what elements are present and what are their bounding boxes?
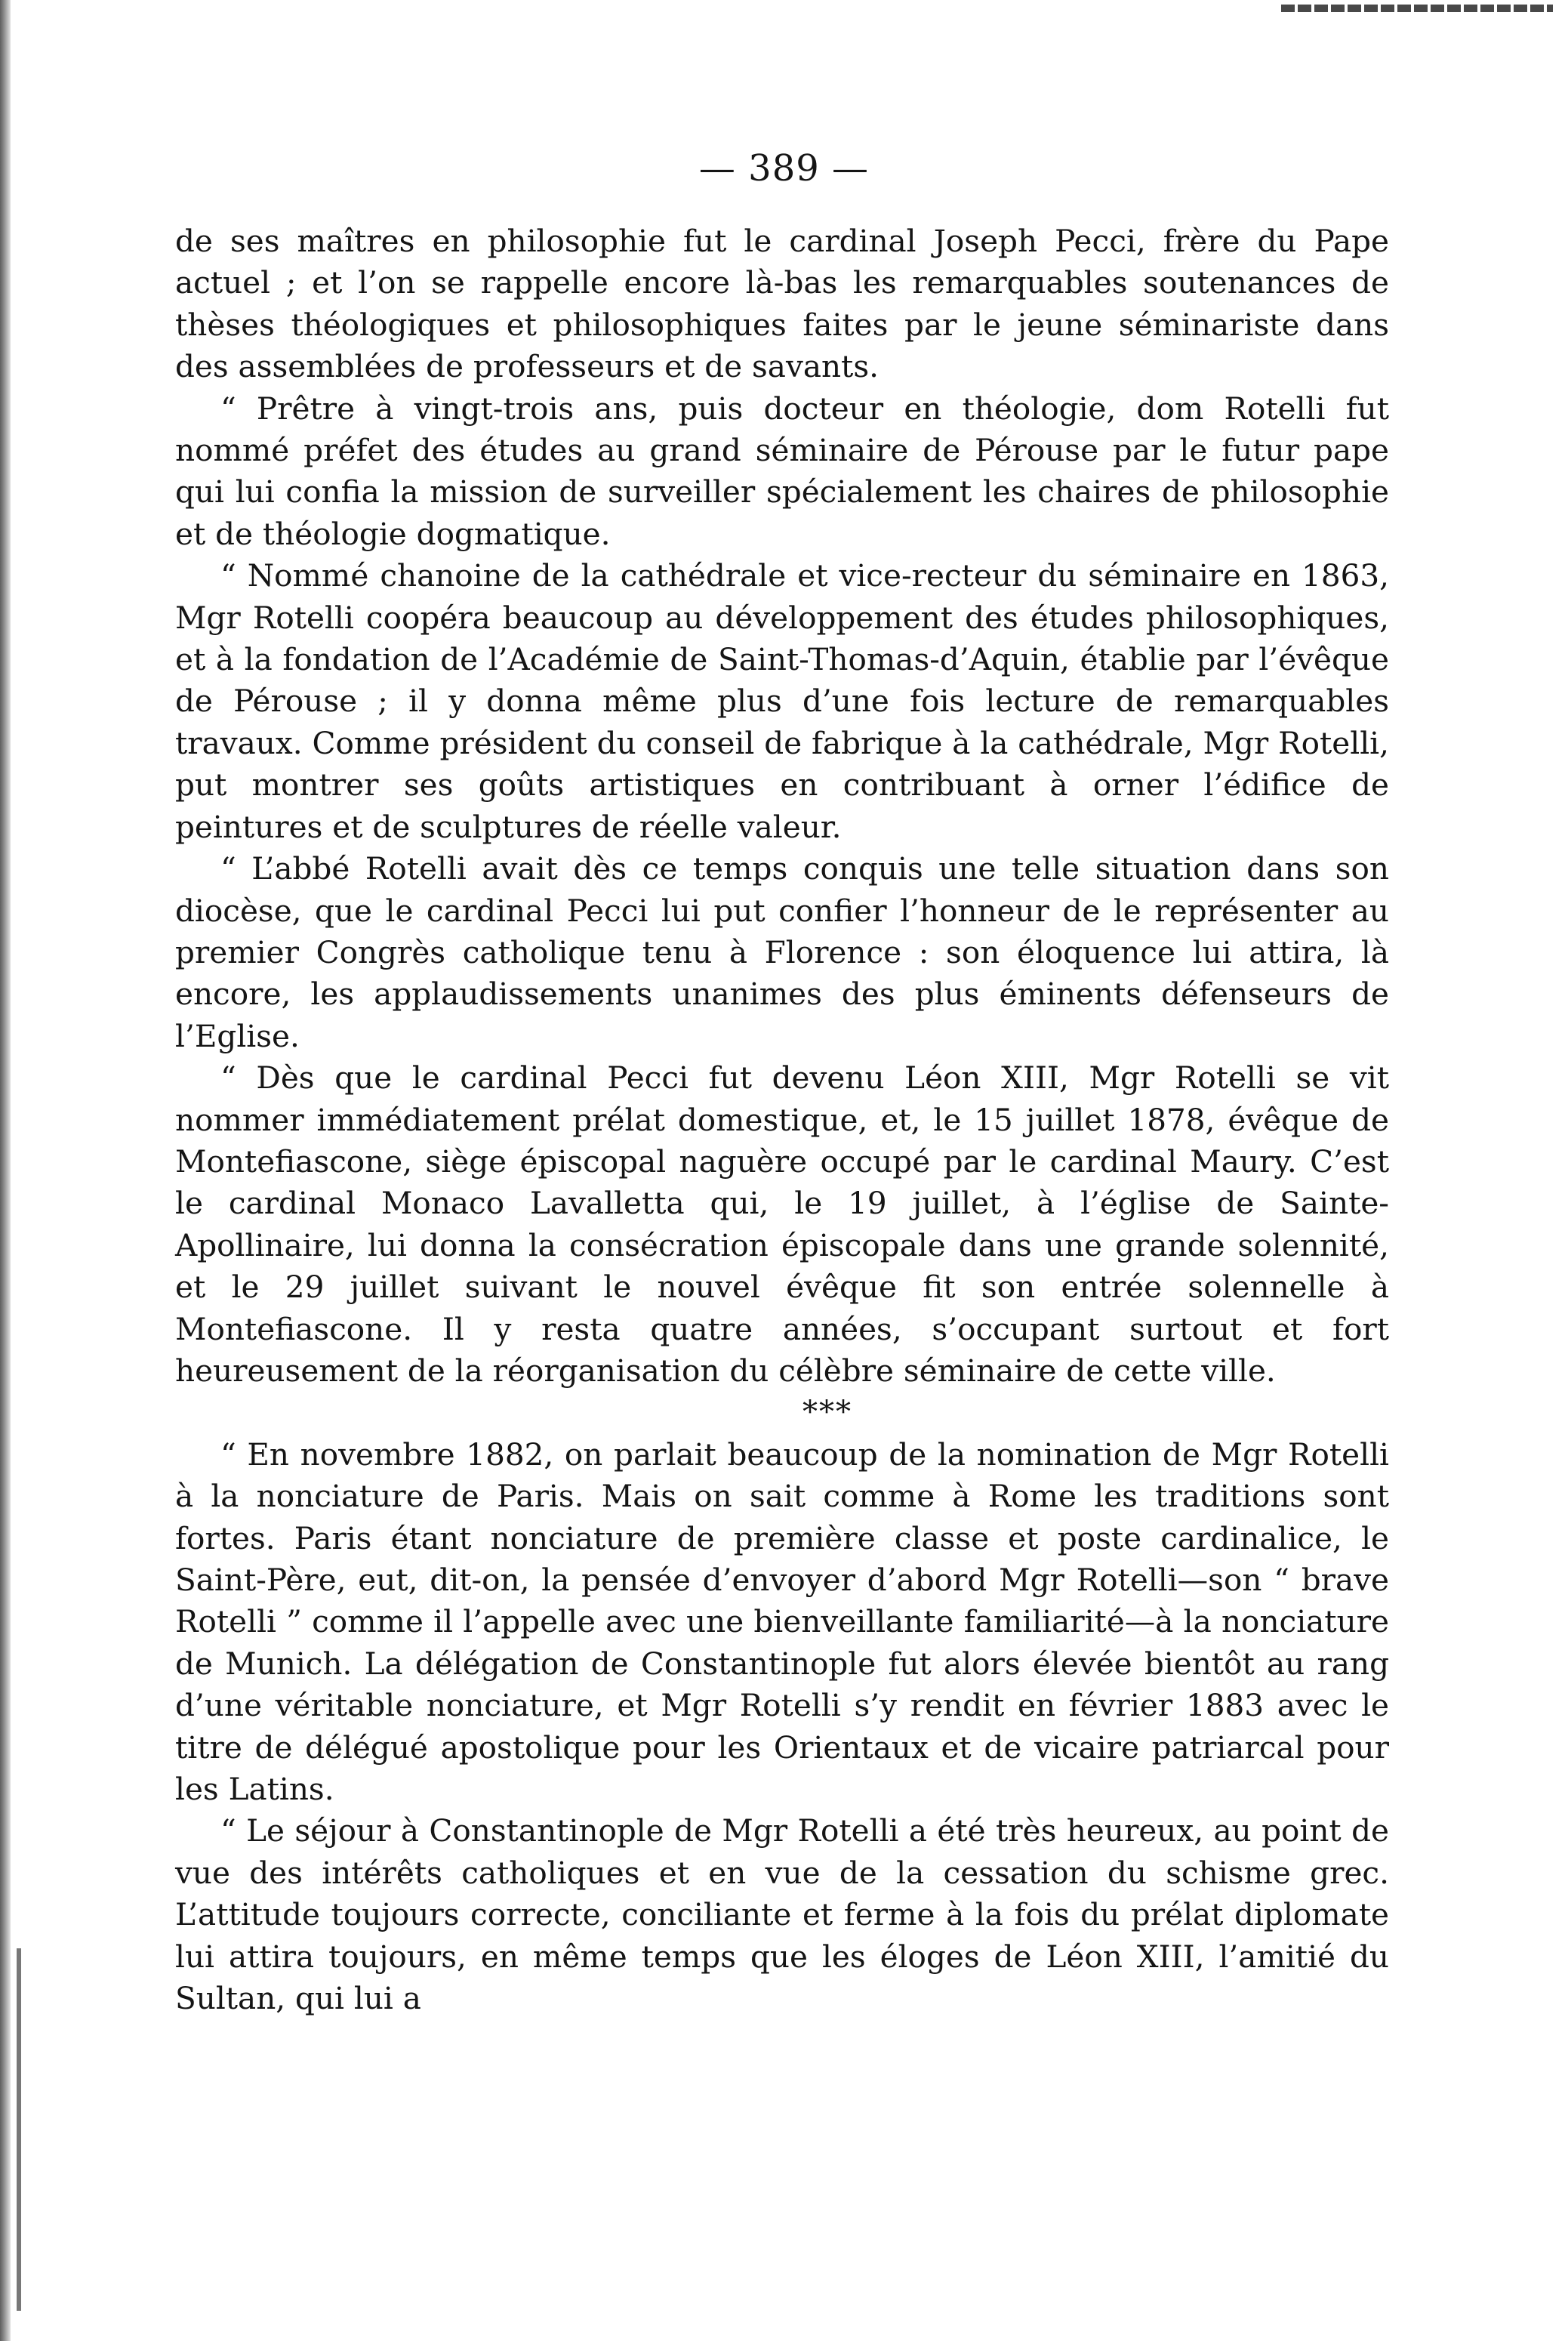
paragraph: de ses maîtres en philosophie fut le cardinal Joseph Pecci, frère du Pape actuel ; et l’on se rappelle encore là-bas les remarquables soutenances de thèses théologiques et philosophiques faites par le jeune séminariste dans des assemblées de professeurs et de savants. [175, 223, 1389, 385]
paragraph: “ L’abbé Rotelli avait dès ce temps conquis une telle situation dans son diocèse, que le cardinal Pecci lui put confier l’honneur de le représenter au premier Congrès catholique tenu à Florence : son éloquence lui attira, là encore, les applaudissements unanimes des plus éminents défenseurs de l’Eglise. [175, 850, 1389, 1054]
paragraph: “ En novembre 1882, on parlait beaucoup de la nomination de Mgr Rotelli à la nonciature de Paris. Mais on sait comme à Rome les traditions sont fortes. Paris étant nonciature de première classe et poste cardinalice, le Saint-Père, eut, dit-on, la pensée d’envoyer d’abord Mgr Rotelli—son “ brave Rotelli ” comme il l’appelle avec une bienveillante familiarité—à la nonciature de Munich. La délégation de Constantinople fut alors élevée bientôt au rang d’une véritable nonciature, et Mgr Rotelli s’y rendit en février 1883 avec le titre de délégué apostolique pour les Orientaux et de vicaire patriarcal pour les Latins. [175, 1436, 1389, 1808]
paragraph: “ Dès que le cardinal Pecci fut devenu Léon XIII, Mgr Rotelli se vit nommer immédiatement prélat domestique, et, le 15 juillet 1878, évêque de Montefiascone, siège épiscopal naguère occupé par le cardinal Maury. C’est le cardinal Monaco Lavalletta qui, le 19 juillet, à l’église de Sainte-Apollinaire, lui donna la consécration épiscopale dans une grande solennité, et le 29 juillet suivant le nouvel évêque fit son entrée solennelle à Montefiascone. Il y resta quatre années, s’occupant surtout et fort heureusement de la réorganisation du célèbre séminaire de cette ville. [175, 1059, 1389, 1389]
scan-margin-mark [17, 1948, 21, 2311]
section-separator: *** [802, 1395, 852, 1430]
body-text [175, 221, 1389, 2019]
scan-top-edge [1281, 5, 1553, 12]
page-number: — 389 — [698, 147, 870, 190]
paragraph: “ Nommé chanoine de la cathédrale et vice-recteur du séminaire en 1863, Mgr Rotelli coopéra beaucoup au développement des études philosophiques, et à la fondation de l’Académie de Saint-Thomas-d’Aquin, établie par l’évêque de Pérouse ; il y donna même plus d’une fois lecture de remarquables travaux. Comme président du conseil de fabrique à la cathédrale, Mgr Rotelli, put montrer ses goûts artistiques en contribuant à orner l’édifice de peintures et de sculptures de réelle valeur. [175, 557, 1389, 845]
paragraph: “ Prêtre à vingt-trois ans, puis docteur en théologie, dom Rotelli fut nommé préfet des études au grand séminaire de Pérouse par le futur pape qui lui confia la mission de surveiller spécialement les chaires de philosophie et de théologie dogmatique. [175, 390, 1389, 552]
paragraph: “ Le séjour à Constantinople de Mgr Rotelli a été très heureux, au point de vue des intérêts catholiques et en vue de la cessation du schisme grec. L’attitude toujours correcte, conciliante et ferme à la fois du prélat diplomate lui attira toujours, en même temps que les éloges de Léon XIII, l’amitié du Sultan, qui lui a [175, 1812, 1389, 2017]
scan-binding-edge [0, 0, 11, 2341]
